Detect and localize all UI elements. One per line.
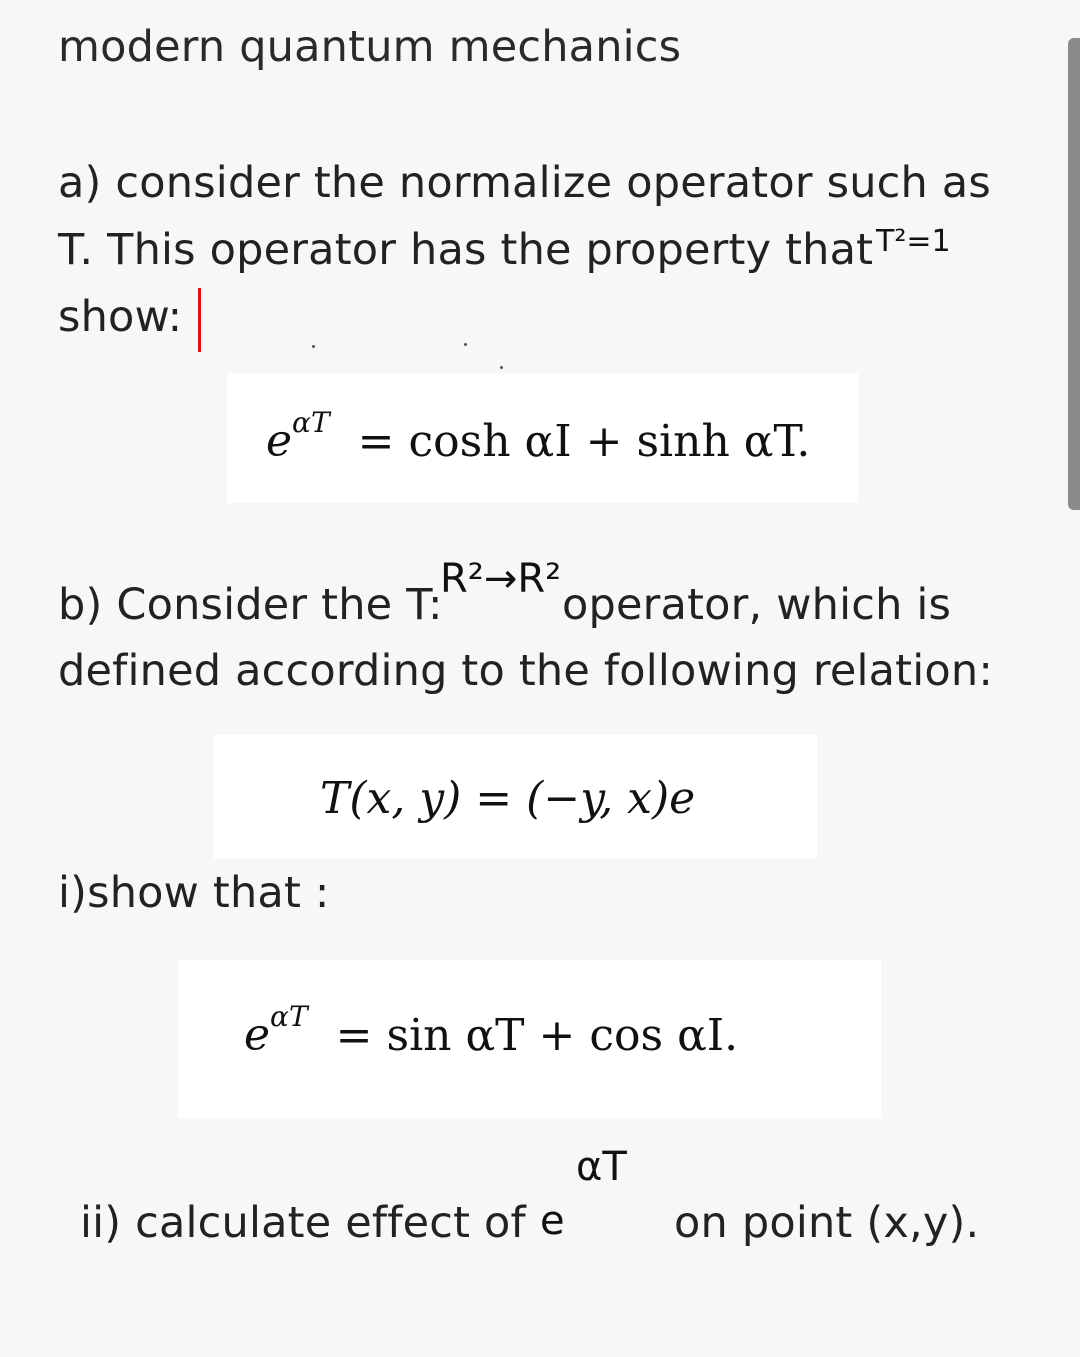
handwritten-exponent-base: e bbox=[540, 1198, 565, 1244]
equation-c-lhs-base: e bbox=[244, 1009, 271, 1061]
part-b-line-1-prefix: b) Consider the T: bbox=[58, 580, 443, 630]
equation-a-lhs-base: e bbox=[266, 415, 293, 467]
part-a-line-2: T. This operator has the property that bbox=[58, 225, 874, 275]
stray-dot bbox=[312, 345, 315, 348]
equation-b: T(x, y) = (−y, x)e bbox=[320, 773, 696, 824]
text-cursor[interactable] bbox=[198, 288, 201, 352]
stray-dot bbox=[500, 366, 503, 369]
part-b-i: i)show that : bbox=[58, 868, 330, 918]
part-b-line-2: defined according to the following relation: bbox=[58, 646, 994, 696]
equation-a bbox=[266, 406, 811, 467]
page-title: modern quantum mechanics bbox=[58, 22, 682, 72]
part-b-ii-suffix: on point (x,y). bbox=[674, 1198, 980, 1248]
equation-c bbox=[244, 1000, 739, 1061]
equation-a-rhs: = cosh αI + sinh αT. bbox=[357, 415, 811, 467]
scrollbar[interactable] bbox=[1068, 38, 1080, 510]
part-b-line-1-suffix: operator, which is bbox=[562, 580, 952, 630]
equation-c-rhs: = sin αT + cos αI. bbox=[335, 1009, 739, 1061]
handwritten-exponent: αT bbox=[576, 1144, 627, 1190]
handwritten-map: R²→R² bbox=[440, 556, 562, 602]
part-a-line-3: show: bbox=[58, 292, 183, 342]
part-b-ii-prefix: ii) calculate effect of bbox=[80, 1198, 526, 1248]
equation-a-lhs-exponent: αT bbox=[292, 406, 330, 439]
handwritten-property: T²=1 bbox=[876, 224, 951, 259]
equation-c-lhs-exponent: αT bbox=[270, 1000, 308, 1033]
part-a-line-1: a) consider the normalize operator such as bbox=[58, 158, 991, 208]
stray-dot bbox=[464, 343, 467, 346]
